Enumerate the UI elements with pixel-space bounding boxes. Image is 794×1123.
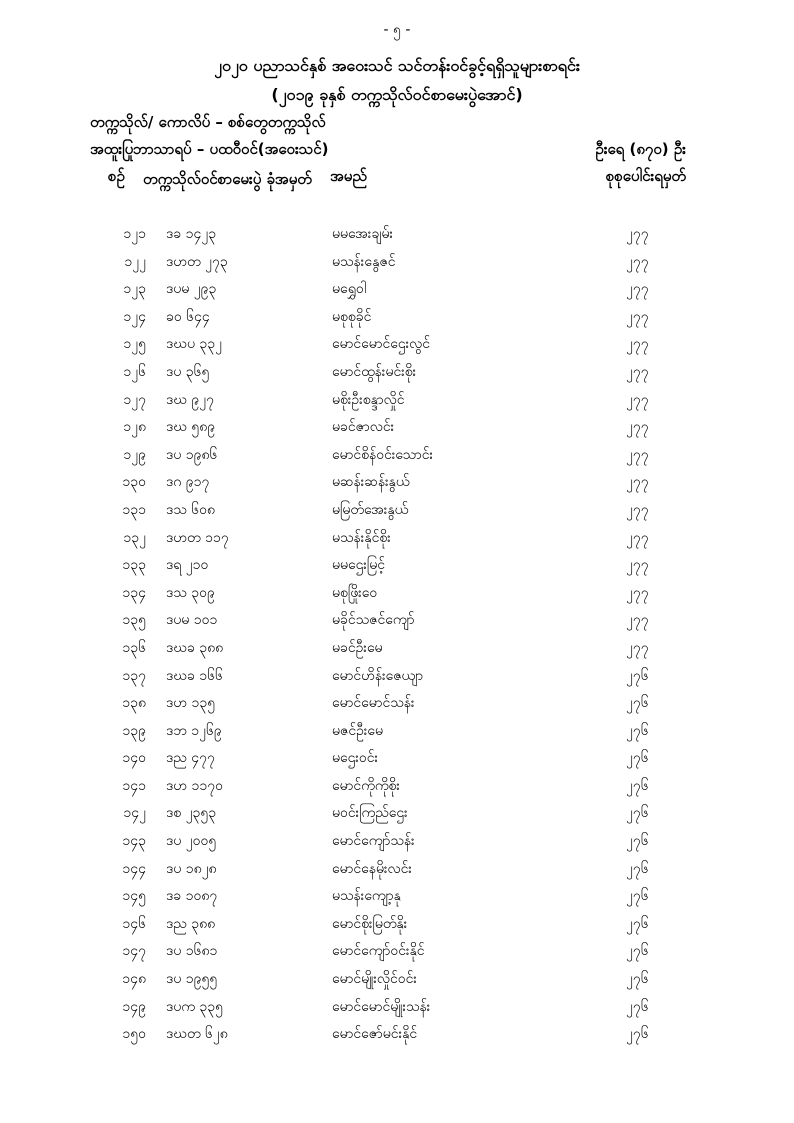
row-student-name: မောင်နေမိုးလင်း [332,860,412,877]
table-row [0,995,794,1023]
row-total-mark: ၂၇၆ [626,860,649,877]
table-row [0,277,794,305]
row-total-mark: ၂၇၇ [626,308,649,325]
row-serial-no: ၁၃၃ [122,557,146,574]
row-serial-no: ၁၂၄ [123,308,146,325]
row-roll-number: ဒပမ ၂၉၃ [166,281,217,298]
row-roll-number: ဒဃ ၅၈၉ [166,419,216,436]
table-row [0,581,794,609]
table-row [0,801,794,829]
row-student-name: မောင်မောင်မျိုးသန်း [332,998,431,1015]
header-name: အမည် [330,167,367,185]
row-total-mark: ၂၇၆ [626,805,649,822]
row-serial-no: ၁၄၁ [122,777,146,794]
table-row [0,388,794,416]
student-table [0,222,794,1050]
table-row [0,939,794,967]
row-student-name: မစိုးဦးစန္ဒာလှိုင် [332,391,405,408]
document-subtitle: (၂၀၁၉ ခုနှစ် တက္ကသိုလ်ဝင်စာမေးပွဲအောင်) [271,85,523,104]
row-roll-number: ဒည ၄၇၇ [166,750,215,767]
row-total-mark: ၂၇၆ [626,695,649,712]
row-serial-no: ၁၂၈ [123,419,146,436]
table-row [0,1022,794,1050]
row-total-mark: ၂၇၇ [626,474,649,491]
row-serial-no: ၁၄၉ [122,998,146,1015]
row-roll-number: ဒဟတ ၂၇၃ [166,253,228,270]
row-student-name: မသန်းနိုင်စိုး [332,529,391,546]
row-roll-number: ဒဂ ၉၁၇ [166,474,210,491]
page-number: - ၅ - [383,22,411,38]
row-roll-number: ဒပ ၃၆၅ [166,363,210,380]
row-roll-number: ဒခ ၁၀၈၇ [166,888,218,905]
row-serial-no: ၁၂၃ [123,281,146,298]
row-roll-number: ခဝ ၆၄၄ [166,308,210,325]
table-row [0,884,794,912]
row-total-mark: ၂၇၆ [626,777,649,794]
row-roll-number: ဒပ ၁၉၅၅ [166,971,218,988]
row-total-mark: ၂၇၆ [626,971,649,988]
row-total-mark: ၂၇၇ [626,419,649,436]
row-serial-no: ၁၂၇ [123,391,146,408]
row-student-name: မောင်ကျော်ဝင်းနိုင် [332,943,425,960]
major-label: အထူးပြုဘာသာရပ် – ပထဝီဝင်(အဝေးသင်) [90,140,329,158]
row-serial-no: ၁၃၅ [122,612,146,629]
row-serial-no: ၁၄၀ [122,750,146,767]
row-serial-no: ၁၃၁ [122,501,146,518]
row-student-name: မောင်မောင်ဌေးလွင် [332,336,431,353]
row-roll-number: ဒစ ၂၃၅၃ [166,805,217,822]
row-student-name: မစုစုခိုင် [332,308,372,325]
row-serial-no: ၁၃၆ [122,639,146,656]
row-serial-no: ၁၃၂ [123,529,146,546]
row-total-mark: ၂၇၇ [626,584,649,601]
table-row [0,774,794,802]
row-total-mark: ၂၇၇ [626,501,649,518]
row-roll-number: ဒဘ ၁၂၆၉ [166,722,222,739]
table-row [0,415,794,443]
table-row [0,912,794,940]
row-total-mark: ၂၇၇ [626,336,649,353]
row-serial-no: ၁၂၅ [123,336,146,353]
row-total-mark: ၂၇၇ [626,363,649,380]
row-serial-no: ၁၄၃ [122,833,146,850]
table-row [0,857,794,885]
table-row [0,498,794,526]
table-row [0,691,794,719]
row-student-name: မစုဖြိုးဝေ [332,584,378,601]
row-serial-no: ၁၄၅ [122,888,146,905]
row-roll-number: ဒသ ၆၀၈ [166,501,216,518]
row-student-name: မခင်ဇာလင်း [332,419,395,436]
row-serial-no: ၁၄၇ [122,943,146,960]
row-total-mark: ၂၇၆ [626,1026,649,1043]
row-student-name: မောင်မောင်သန်း [332,695,415,712]
document-title: ၂၀၂၀ ပညာသင်နှစ် အဝေးသင် သင်တန်းဝင်ခွင့်ရရှိသူများစာရင်း [214,56,580,75]
row-total-mark: ၂၇၆ [626,888,649,905]
row-roll-number: ဒပက ၃၃၅ [166,998,224,1015]
row-student-name: မဇင်ဦးမေ [332,722,384,739]
row-roll-number: ဒသ ၃၀၉ [166,584,215,601]
row-serial-no: ၁၂၁ [123,226,146,242]
row-student-name: မခင်ဦးမေ [332,639,383,656]
row-student-name: မောင်ဇော်မင်းနိုင် [332,1026,418,1043]
header-serial-no: စဉ် [108,167,125,185]
row-student-name: မခိုင်သဇင်ကျော် [332,612,415,629]
row-student-name: မသန်းကျော့နု [332,888,401,905]
row-student-name: မဌေးဝင်း [332,750,379,767]
row-roll-number: ဒဃ ၉၂၇ [166,391,215,408]
row-total-mark: ၂၇၇ [626,557,649,574]
row-roll-number: ဒဟတ ၁၁၇ [166,529,229,546]
student-count: ဦးရေ (၈၇၀) ဦး [595,140,686,158]
row-roll-number: ဒဃပ ၃၃၂ [166,336,223,353]
row-total-mark: ၂၇၆ [626,750,649,767]
row-roll-number: ဒဃခ ၁၆၆ [166,667,223,684]
row-total-mark: ၂၇၆ [626,998,649,1015]
row-serial-no: ၁၃၇ [122,667,146,684]
row-student-name: မမအေးချမ်း [332,226,394,242]
row-serial-no: ၁၄၈ [122,971,146,988]
table-row [0,967,794,995]
row-serial-no: ၁၅၀ [122,1026,146,1043]
row-student-name: မောင်ကိုကိုစိုး [332,777,400,794]
row-serial-no: ၁၄၄ [122,860,146,877]
row-serial-no: ၁၃၀ [122,474,146,491]
row-total-mark: ၂၇၇ [626,612,649,629]
row-total-mark: ၂၇၇ [626,281,649,298]
row-total-mark: ၂၇၆ [626,915,649,932]
row-serial-no: ၁၃၈ [122,695,146,712]
table-row [0,636,794,664]
row-serial-no: ၁၃၄ [122,584,146,601]
header-total-mark: စုစုပေါင်းရမှတ် [605,167,686,185]
row-total-mark: ၂၇၇ [626,391,649,408]
row-roll-number: ဒခ ၁၄၂၃ [166,226,217,242]
row-total-mark: ၂၇၆ [626,833,649,850]
row-student-name: မောင်ကျော်သန်း [332,833,415,850]
row-student-name: မသန်းနွေဇင် [332,253,396,270]
row-total-mark: ၂၇၆ [626,722,649,739]
university-label: တက္ကသိုလ်/ ကောလိပ် – စစ်တွေတက္ကသိုလ် [90,113,326,131]
row-serial-no: ၁၂၂ [124,253,146,270]
table-row [0,305,794,333]
row-student-name: မောင်ထွန်းမင်းစိုး [332,363,417,380]
row-total-mark: ၂၇၆ [626,943,649,960]
row-student-name: မရွှေဝါ [332,281,367,298]
table-row [0,470,794,498]
row-serial-no: ၁၂၆ [123,363,146,380]
row-roll-number: ဒရ ၂၁၀ [166,557,209,574]
row-roll-number: ဒပ ၂၀၀၅ [166,833,217,850]
row-serial-no: ၁၃၉ [122,722,146,739]
row-student-name: မောင်စိုးမြတ်နိုး [332,915,408,932]
row-roll-number: ဒဃတ ၆၂၈ [166,1026,228,1043]
row-roll-number: ဒပ ၁၆၈၁ [166,943,218,960]
table-row [0,526,794,554]
row-roll-number: ဒပ ၁၉၈၆ [166,446,218,463]
row-roll-number: ဒပမ ၁၀၁ [166,612,218,629]
row-roll-number: ဒဟ ၁၃၅ [166,695,216,712]
row-student-name: မောင်ဟိန်းဇေယျာ [332,667,424,684]
table-row [0,719,794,747]
row-total-mark: ၂၇၇ [626,253,649,270]
table-row [0,332,794,360]
table-row [0,664,794,692]
row-student-name: မဆန်းဆန်းနွယ် [332,474,410,491]
row-serial-no: ၁၄၆ [122,915,146,932]
row-total-mark: ၂၇၇ [626,529,649,546]
row-roll-number: ဒဟ ၁၁၇၀ [166,777,223,794]
row-roll-number: ဒပ ၁၈၂၈ [166,860,217,877]
header-roll-number: တက္ကသိုလ်ဝင်စာမေးပွဲ ခုံအမှတ် [143,170,312,188]
row-roll-number: ဒဃခ ၃၈၈ [166,639,224,656]
table-row [0,443,794,471]
row-total-mark: ၂၇၆ [626,667,649,684]
table-row [0,250,794,278]
row-student-name: မမဌေးမြင့် [332,557,386,574]
row-student-name: မမြတ်အေးနွယ် [332,501,409,518]
table-row [0,829,794,857]
row-total-mark: ၂၇၇ [626,639,649,656]
row-serial-no: ၁၄၂ [123,805,146,822]
row-student-name: မဝင်းကြည်ဌေး [332,805,408,822]
table-row [0,553,794,581]
row-student-name: မောင်စိန်ဝင်းသောင်း [332,446,434,463]
row-serial-no: ၁၂၉ [123,446,146,463]
table-row [0,222,794,250]
table-row [0,360,794,388]
row-roll-number: ဒည ၃၈၈ [166,915,216,932]
row-total-mark: ၂၇၇ [626,226,649,242]
table-row [0,746,794,774]
row-total-mark: ၂၇၇ [626,446,649,463]
table-row [0,608,794,636]
row-student-name: မောင်မျိုးလှိုင်ဝင်း [332,971,417,988]
